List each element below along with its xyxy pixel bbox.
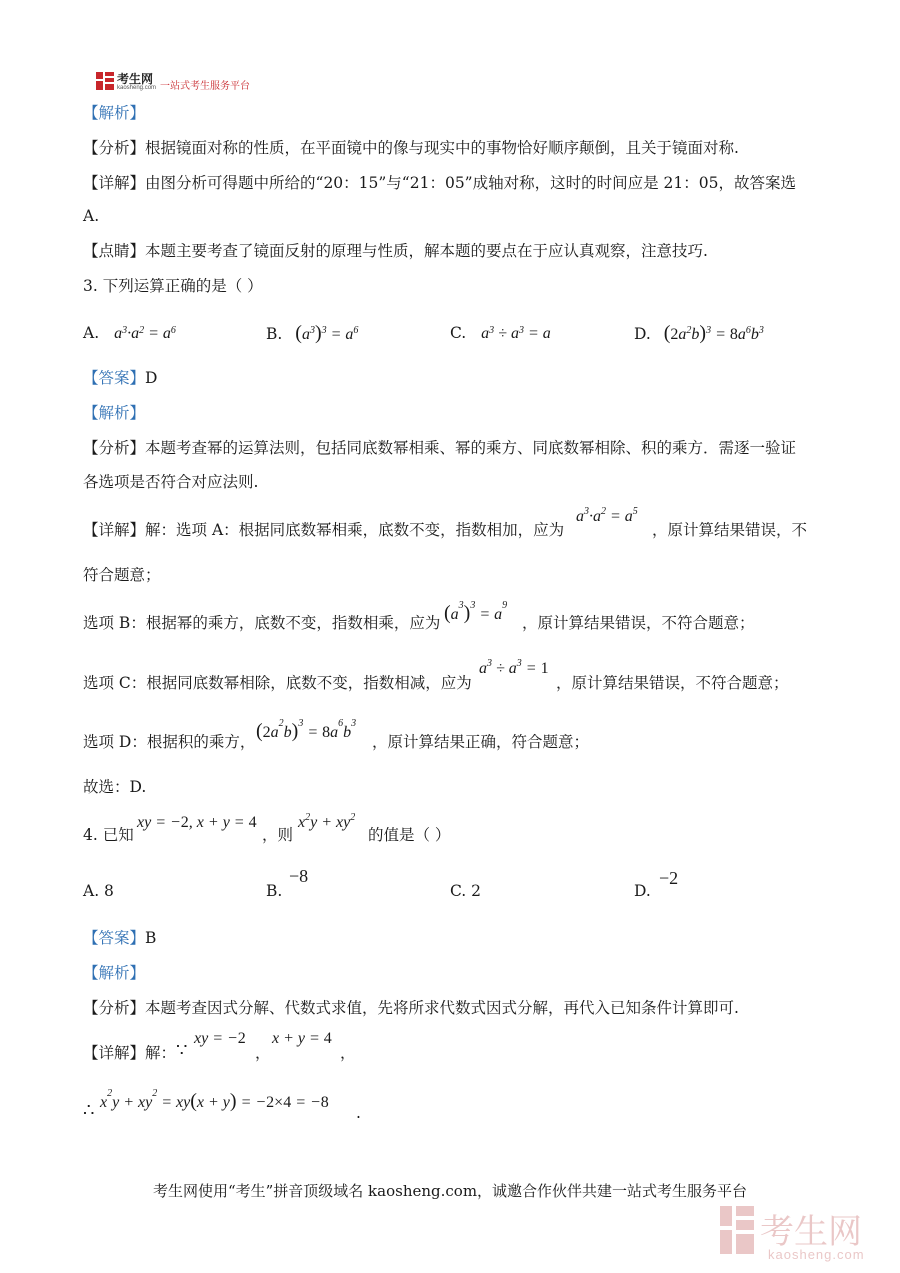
q4-fenxi — [83, 997, 739, 1019]
q3-c-pre: 选项 C：根据同底数幂相除，底数不变，指数相减，应为 — [83, 674, 472, 692]
footer-text: 考生网使用“考生”拼音顶级域名 kaosheng.com，诚邀合作伙伴共建一站式考生服务平台 — [152, 1182, 748, 1200]
dianjing-text: 本题主要考查了镜面反射的原理与性质，解本题的要点在于应认真观察，注意技巧. — [145, 242, 708, 260]
option-d-formula: $(2a^2b)^3 = 8a^6b^3$ — [663, 322, 764, 344]
q4-option-d-value: −2 — [659, 868, 679, 888]
q3-b-post: ，原计算结果错误，不符合题意； — [522, 614, 755, 632]
q3-xiangjie-a-cont: 符合题意； — [83, 566, 161, 584]
watermark-logo-icon — [720, 1206, 754, 1254]
q4-answer — [83, 927, 156, 949]
q3-d-post: ，原计算结果正确，符合题意； — [372, 733, 590, 751]
q3-c-post: ，原计算结果错误，不符合题意； — [556, 674, 789, 692]
option-d-label: D. — [634, 882, 651, 900]
option-c-label: C. — [450, 324, 467, 342]
q2-xiangjie-cont: A. — [83, 207, 100, 225]
xiangjie-text: 由图分析可得题中所给的“20：15”与“21：05”成轴对称，这时的时间应是 21：05，故答案选 — [145, 174, 796, 192]
q3-formula-b: $(a^3)^3 = a^9$ — [444, 600, 508, 624]
period: . — [356, 1104, 361, 1122]
q3-answer — [83, 367, 157, 389]
q4-option-a: A. 8 — [83, 882, 114, 900]
q4-stem-post: 的值是（ ） — [368, 826, 451, 844]
comma-1: ， — [255, 1044, 271, 1062]
watermark — [720, 1206, 754, 1258]
option-b-label: B. — [266, 882, 283, 900]
fenxi-tag: 【分析】 — [83, 999, 146, 1017]
q3-b-pre: 选项 B：根据幂的乘方，底数不变，指数相乘，应为 — [83, 614, 441, 632]
q3-option-d — [634, 322, 764, 346]
logo-icon — [96, 72, 114, 90]
fenxi-tag: 【分析】 — [83, 139, 146, 157]
watermark-name: 考生网 — [760, 1213, 862, 1251]
xiangjie-tag: 【详解】 — [83, 1044, 146, 1062]
fenxi-text: 本题考查因式分解、代数式求值，先将所求代数式因式分解，再代入已知条件计算即可. — [145, 999, 739, 1017]
q3-xiangjie-a — [83, 519, 564, 541]
q4-given-formula: xy = −2, x + y = 4 — [137, 814, 257, 831]
q4-stem-mid: ，则 — [262, 826, 294, 844]
xiangjie-tag: 【详解】 — [83, 174, 146, 192]
q4-target-formula: $x^2y + xy^2$ — [298, 812, 356, 831]
q3-stem: 3. 下列运算正确的是（ ） — [83, 277, 263, 295]
option-c-formula: $a^3 \div a^3 = a$ — [481, 325, 551, 342]
answer-value: D — [145, 369, 158, 387]
q4-given-xy: xy = −2 — [194, 1030, 246, 1047]
q3-xiangjie-a-post: ，原计算结果错误，不 — [652, 521, 808, 539]
watermark-domain: kaosheng.com — [768, 1247, 865, 1262]
q3-jiexi-label: 【解析】 — [83, 404, 146, 422]
q3-formula-d: $(2a^2b)^3 = 8a^6b^3$ — [256, 718, 357, 742]
q4-stem-pre: 4. 已知 — [83, 826, 134, 844]
q3-option-a — [83, 322, 176, 345]
q3-guxuan: 故选：D. — [83, 778, 147, 796]
q4-option-c: C. 2 — [450, 882, 482, 900]
q2-fenxi — [83, 137, 739, 159]
option-a-formula: $a^3\cdot a^2 = a^6$ — [114, 325, 176, 342]
q3-formula-c: $a^3 \div a^3 = 1$ — [479, 658, 549, 677]
fenxi-text: 根据镜面对称的性质，在平面镜中的像与现实中的事物恰好顺序颠倒，且关于镜面对称. — [145, 139, 739, 157]
q3-formula-a: $a^3\cdot a^2 = a^5$ — [576, 506, 638, 525]
q4-option-b — [266, 880, 282, 902]
answer-value: B — [145, 929, 157, 947]
q4-jiexi-label: 【解析】 — [83, 964, 146, 982]
q4-xiangjie — [83, 1042, 176, 1064]
q4-option-d — [634, 880, 651, 902]
answer-tag: 【答案】 — [83, 929, 146, 947]
logo-slogan: 一站式考生服务平台 — [160, 81, 250, 92]
dianjing-tag: 【点睛】 — [83, 242, 146, 260]
fenxi-text: 本题考查幂的运算法则，包括同底数幂相乘、幂的乘方、同底数幂相除、积的乘方．需逐一验证 — [145, 439, 797, 457]
site-logo — [96, 72, 114, 94]
q4-solution-formula: $x^2y + xy^2 = xy(x + y) = -2\times 4 = -8$ — [100, 1088, 329, 1112]
option-a-label: A. — [83, 324, 100, 342]
q2-jiexi-label: 【解析】 — [83, 104, 146, 122]
comma-2: ， — [340, 1044, 356, 1062]
q3-option-c — [450, 322, 551, 345]
xiangjie-tag: 【详解】 — [83, 521, 146, 539]
xiangjie-a-pre: 解：选项 A：根据同底数幂相乘，底数不变，指数相加，应为 — [145, 521, 565, 539]
q3-fenxi — [83, 437, 796, 459]
q4-given-sum: x + y = 4 — [272, 1030, 332, 1047]
logo-domain: kaosheng.com — [117, 85, 157, 91]
q2-xiangjie — [83, 172, 796, 194]
therefore-symbol: ∴ — [83, 1100, 95, 1121]
q3-d-pre: 选项 D：根据积的乘方， — [83, 733, 256, 751]
because-symbol: ∵ — [176, 1040, 188, 1061]
option-b-label: B. — [266, 325, 283, 343]
q3-option-b — [266, 322, 358, 346]
option-d-label: D. — [634, 325, 651, 343]
logo-name: 考生网 — [117, 72, 154, 86]
option-b-formula: $(a^3)^3 = a^6$ — [295, 322, 359, 344]
answer-tag: 【答案】 — [83, 369, 146, 387]
q4-option-b-value: −8 — [289, 866, 309, 886]
xiangjie-pre: 解： — [145, 1044, 177, 1062]
q2-dianjing — [83, 240, 708, 262]
fenxi-tag: 【分析】 — [83, 439, 146, 457]
q3-fenxi-cont: 各选项是否符合对应法则. — [83, 473, 259, 491]
